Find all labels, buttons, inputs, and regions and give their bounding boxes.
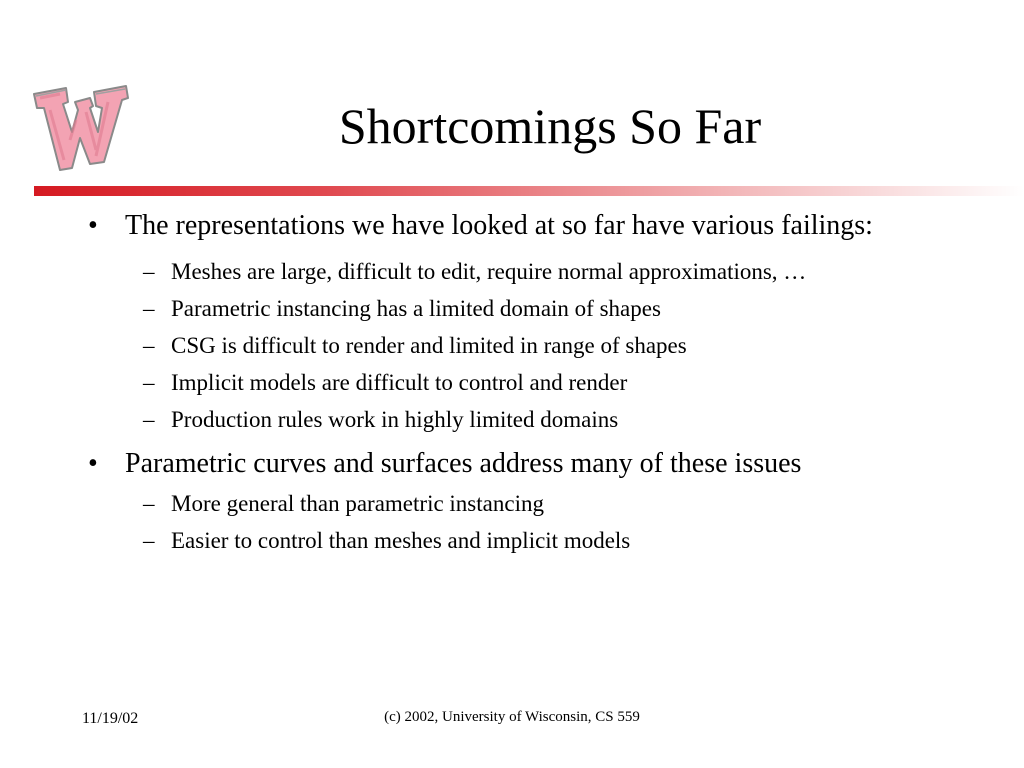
sub-bullet-marker: – [143,491,155,516]
sub-bullet-text: Meshes are large, difficult to edit, require normal approximations, … [171,259,807,284]
bullet-text: The representations we have looked at so far have various failings: [125,210,873,241]
sub-bullet-marker: – [143,407,155,432]
sub-bullet-marker: – [143,528,155,553]
bullet-item [88,208,935,243]
sub-bullet-text: CSG is difficult to render and limited in range of shapes [171,333,687,358]
bullet-marker: • [88,210,98,241]
bullet-marker: • [88,448,98,479]
sub-bullet-text: Easier to control than meshes and implicit models [171,528,631,553]
sub-bullet-marker: – [143,333,155,358]
title-divider [34,186,1024,196]
sub-bullet-item [143,368,971,398]
footer-copyright: (c) 2002, University of Wisconsin, CS 559 [384,709,640,725]
slide-title: Shortcomings So Far [338,98,762,154]
sub-bullet-item [143,294,971,324]
sub-bullet-item [143,257,971,287]
bullet-text: Parametric curves and surfaces address many of these issues [125,448,802,479]
sub-bullet-marker: – [143,259,155,284]
sub-bullet-item [143,405,971,435]
bullet-item [88,446,935,481]
sub-bullet-text: Production rules work in highly limited domains [171,407,619,432]
uw-w-logo-icon [30,80,130,176]
sub-bullet-text: Parametric instancing has a limited domain of shapes [171,296,661,321]
sub-bullet-marker: – [143,296,155,321]
sub-bullet-item [143,331,971,361]
slide-body [0,208,1024,556]
sub-bullet-text: Implicit models are difficult to control and render [171,370,628,395]
sub-bullet-item [143,526,971,556]
sub-bullet-marker: – [143,370,155,395]
sub-bullet-item [143,489,971,519]
sub-bullet-text: More general than parametric instancing [171,491,544,516]
footer-date: 11/19/02 [82,710,139,727]
